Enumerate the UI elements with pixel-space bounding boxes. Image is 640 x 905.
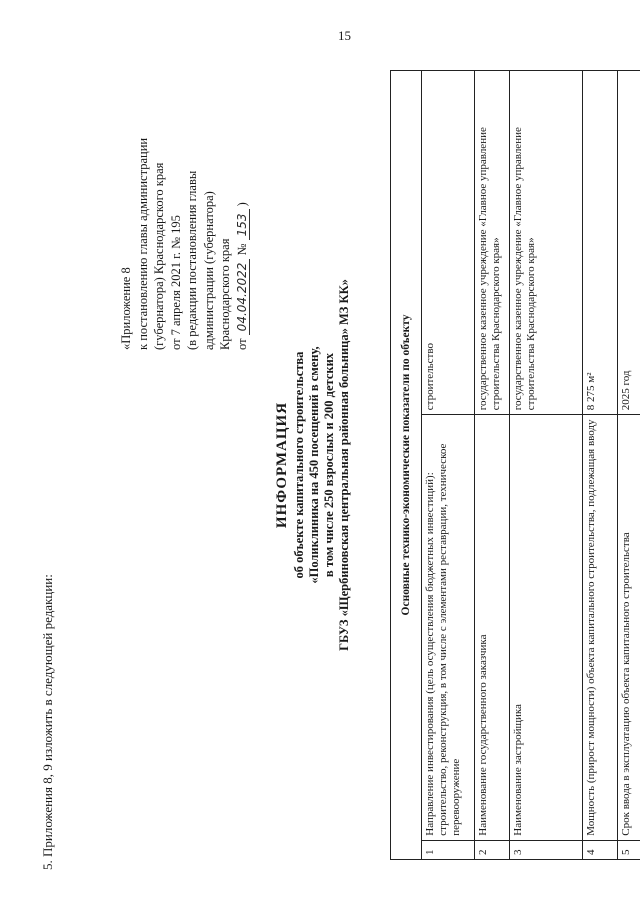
table-row bbox=[422, 71, 475, 860]
sign-prefix: от bbox=[234, 338, 249, 350]
row-value: 8 275 м² bbox=[583, 71, 618, 415]
row-name: Мощность (прирост мощности) объекта капитального строительства, подлежащая вводу bbox=[583, 415, 618, 840]
row-number: 1 bbox=[422, 840, 475, 859]
page-number: 15 bbox=[338, 28, 351, 43]
appendix-line: администрации (губернатора) bbox=[201, 191, 216, 350]
intro-text: 5. Приложения 8, 9 изложить в следующей редакции: bbox=[40, 574, 55, 870]
table-row bbox=[618, 71, 640, 860]
appendix-header bbox=[118, 70, 250, 350]
row-name: Наименование государственного заказчика bbox=[475, 415, 510, 840]
appendix-line: «Приложение 8 bbox=[119, 267, 133, 350]
appendix-line: к постановлению главы администрации bbox=[135, 137, 150, 350]
row-value: 2025 год bbox=[618, 71, 640, 415]
row-value: государственное казенное учреждение «Главное управление строительства Краснодарского края» bbox=[510, 71, 583, 415]
row-value: строительство bbox=[422, 71, 475, 415]
table-header: Основные технико-экономические показатели по объекту bbox=[391, 71, 422, 860]
rotated-document-body bbox=[40, 60, 632, 870]
title-line: «Поликлиника на 450 посещений в смену, bbox=[307, 346, 321, 584]
document-title: ИНФОРМАЦИЯ bbox=[274, 401, 290, 529]
title-line: ГБУЗ «Щербиновская центральная районная больница» МЗ КК» bbox=[337, 279, 351, 651]
row-name: Срок ввода в эксплуатацию объекта капитального строительства bbox=[618, 415, 640, 840]
table-row bbox=[510, 71, 583, 860]
title-line: в том числе 250 взрослых и 200 детских bbox=[322, 352, 336, 578]
row-value: государственное казенное учреждение «Главное управление строительства Краснодарского края» bbox=[475, 71, 510, 415]
title-line: об объекте капитального строительства bbox=[292, 351, 306, 579]
sign-suffix: ) bbox=[234, 202, 249, 207]
appendix-line: (губернатора) Краснодарского края bbox=[152, 162, 166, 350]
table-row bbox=[583, 71, 618, 860]
appendix-sign-line bbox=[234, 70, 251, 350]
row-number: 5 bbox=[618, 840, 640, 859]
sign-number-label: № bbox=[234, 243, 249, 256]
document-title-block bbox=[275, 60, 352, 870]
row-name: Наименование застройщика bbox=[510, 415, 583, 840]
appendix-line: от 7 апреля 2021 г. № 195 bbox=[168, 215, 183, 350]
table-row bbox=[475, 71, 510, 860]
appendix-line: Краснодарского края bbox=[218, 238, 232, 350]
indicators-table bbox=[390, 70, 640, 860]
row-number: 2 bbox=[475, 840, 510, 859]
row-name: Направление инвестирования (цель осуществления бюджетных инвестиций): строительство, реконструкция, в том числе с элементами реставрации, техническое перевооружение bbox=[422, 415, 475, 840]
handwritten-date: 04.04.2022 bbox=[235, 259, 250, 336]
appendix-line: (в редакции постановления главы bbox=[185, 170, 199, 350]
row-number: 4 bbox=[583, 840, 618, 859]
row-number: 3 bbox=[510, 840, 583, 859]
handwritten-number: 153 bbox=[235, 210, 250, 241]
